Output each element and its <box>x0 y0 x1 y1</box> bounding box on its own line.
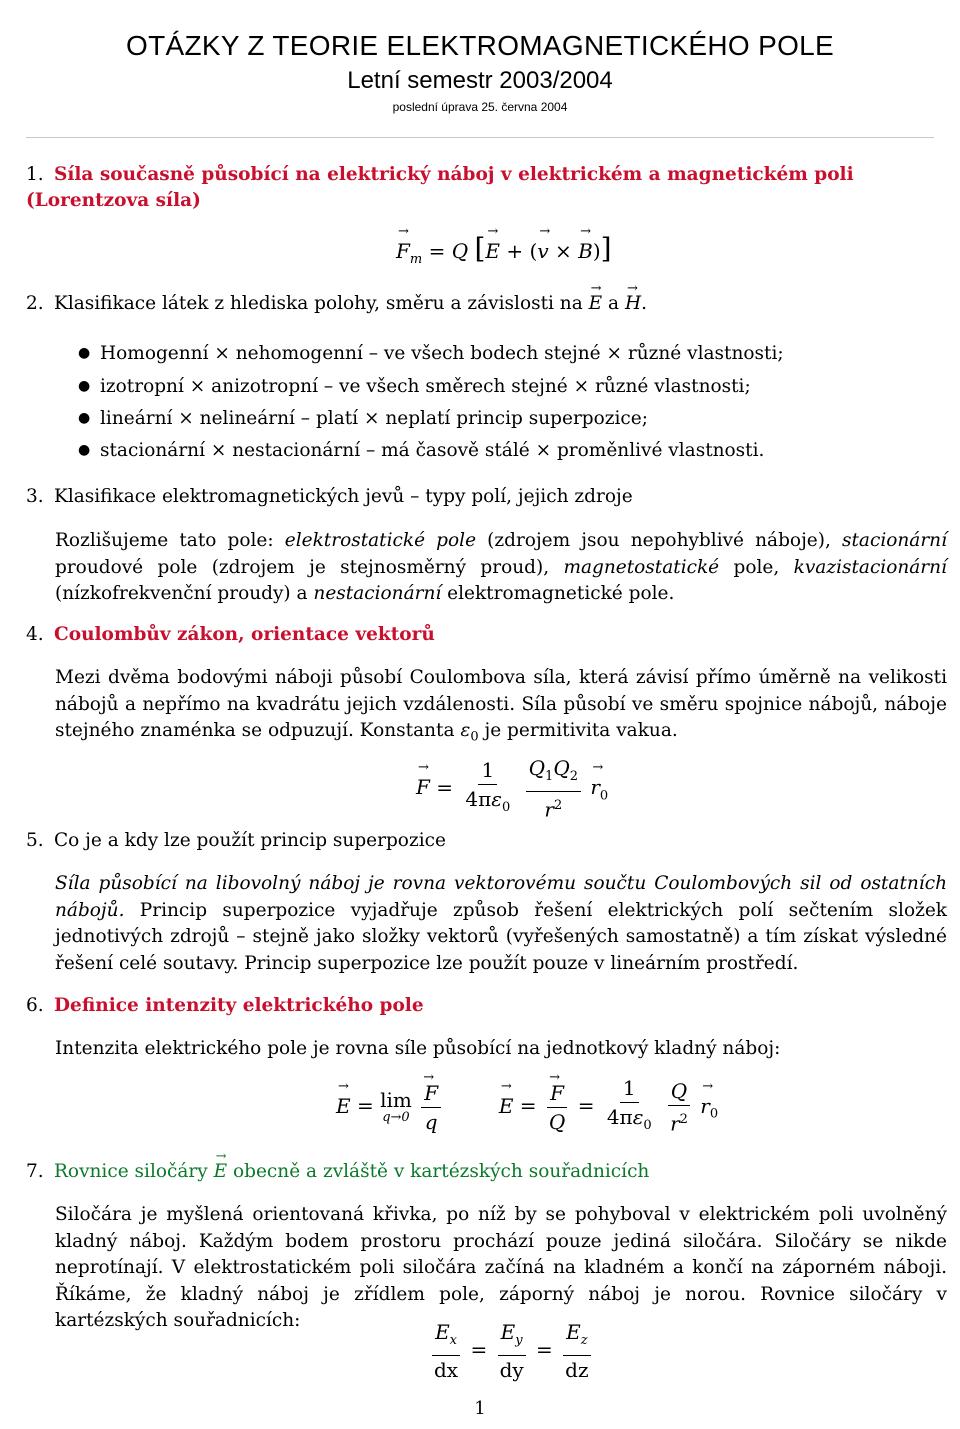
paragraph: Siločára je myšlená orientovaná křivka, po níž by se pohyboval v elektrickém poli uvolněný kladný náboj. Každým bodem prostoru prochází pouze jediná siločára. Siločáry se nikde neprotínají. V elektrostatickém poli siločára začíná na kladném a končí na záporném náboji. Říkáme, že kladný náboj je zřídlem pole, záporný náboj je norou. Rovnice siločáry v kartézských souřadnicích: <box>55 1204 947 1331</box>
list-item: ● Homogenní × nehomogenní – ve všech bodech stejné × různé vlastnosti; <box>78 343 784 364</box>
document-title: OTÁZKY Z TEORIE ELEKTROMAGNETICKÉHO POLE <box>126 30 834 61</box>
page-number: 1 <box>474 1398 486 1419</box>
question-3: 3. Klasifikace elektromagnetických jevů – typy polí, jejich zdroje <box>26 486 633 507</box>
question-4: 4. Coulombův zákon, orientace vektorů <box>26 624 435 645</box>
question-number: 1. <box>26 164 44 185</box>
paragraph: Intenzita elektrického pole je rovna síle působící na jednotkový kladný náboj: <box>55 1038 781 1059</box>
field-line-equation: $\frac{E_x}{dx}$ = $\frac{E_y}{dy}$ = $\frac{E_z}{dz}$ <box>428 1320 595 1382</box>
paragraph: Mezi dvěma bodovými náboji působí Coulombova síla, která závisí přímo úměrně na velikosti nábojů a nepřímo na kvadrátu jejich vzdálenosti. Síla působí ve směru spojnice nábojů, náboje stejného znaménka se odpuzují. Konstanta $\varepsilon_0$ je permitivita vakua. <box>55 667 947 745</box>
question-6: 6. Definice intenzity elektrického pole <box>26 995 424 1016</box>
question-title: Síla současně působící na elektrický náboj v elektrickém a magnetickém poli (Lorentzova síla) <box>26 164 854 211</box>
question-2: 2. Klasifikace látek z hlediska polohy, směru a závislosti na → E a → H. <box>26 291 946 317</box>
coulomb-formula: → F = $\frac{1}{4\pi\varepsilon_0}$ $\frac{Q_1Q_2}{r^2}$ → $r_0$ <box>416 756 608 822</box>
list-item: ● stacionární × nestacionární – má časově stálé × proměnlivé vlastnosti. <box>78 440 765 461</box>
last-updated: poslední úprava 25. června 2004 <box>392 100 568 114</box>
question-1 <box>26 162 946 214</box>
intensity-formula: → E = lim q→0 → $\frac{F}{q}$ → E = → $\frac{F}{Q}$ = $\frac{1}{4\pi\varepsilon_0}$ $\frac{Q}{r^2}$ → $r_0$ <box>336 1076 718 1138</box>
paragraph: Síla působící na libovolný náboj je rovna vektorovému součtu Coulombových sil od ostatních nábojů. Princip superpozice vyjadřuje způsob řešení elektrických polí sečtením složek jednotivých zdrojů – stejně jako složky vektorů (vyřešených samostatně) a tím získat výsledné řešení celé soutavy. Princip superpozice lze použít pouze v lineárním prostředí. <box>55 873 947 974</box>
lorentz-formula: → $F_m = Q$ [→ E + (→ v × → B)] <box>396 232 612 267</box>
header-divider <box>26 137 934 138</box>
list-item: ● lineární × nelineární – platí × neplatí princip superpozice; <box>78 408 648 429</box>
document-subtitle: Letní semestr 2003/2004 <box>347 67 613 94</box>
question-5: 5. Co je a kdy lze použít princip superpozice <box>26 830 446 851</box>
list-item: ● izotropní × anizotropní – ve všech směrech stejné × různé vlastnosti; <box>78 376 751 397</box>
question-7: 7. Rovnice siločáry → E obecně a zvláště v kartézských souřadnicích <box>26 1159 946 1185</box>
paragraph: Rozlišujeme tato pole: elektrostatické pole (zdrojem jsou nepohyblivé náboje), stacionární proudové pole (zdrojem je stejnosměrný proud), magnetostatické pole, kvazistacionární (nízkofrekvenční proudy) a nestacionární elektromagnetické pole. <box>55 530 947 604</box>
